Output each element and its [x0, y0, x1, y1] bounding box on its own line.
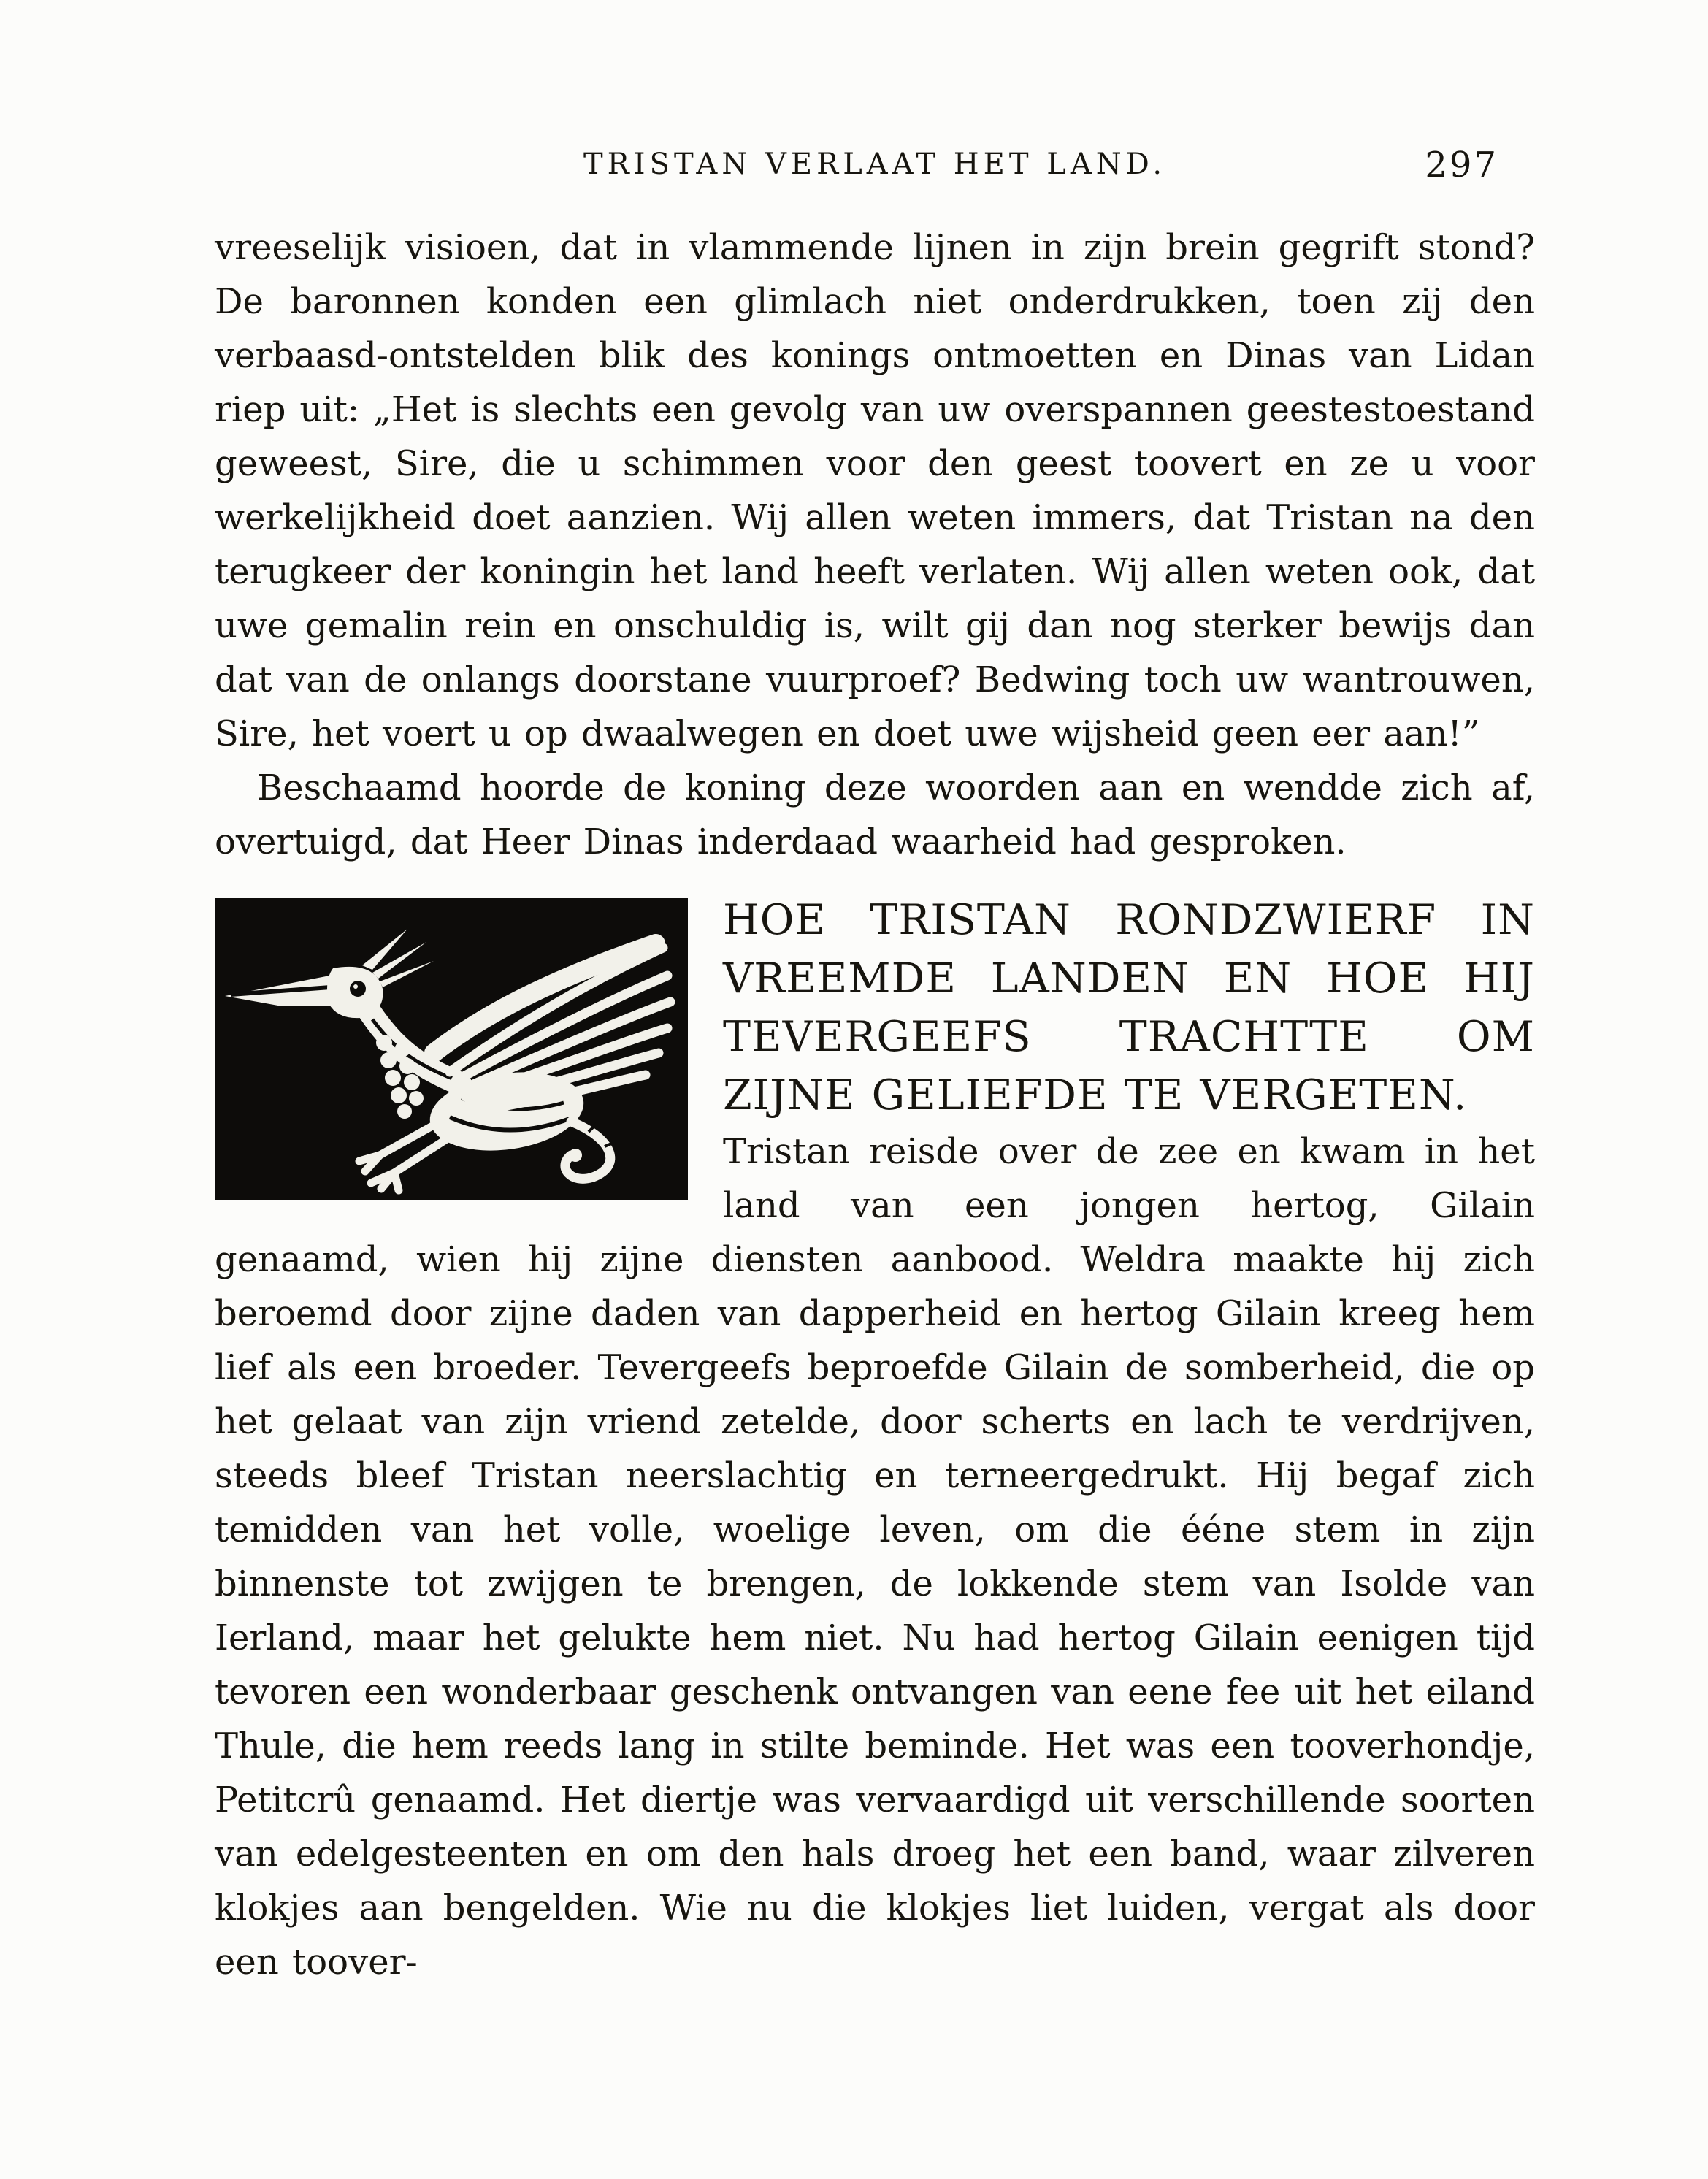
page-number: 297	[1425, 145, 1498, 185]
paragraph-continuation: vreeselijk visioen, dat in vlammende lijnen in zijn brein gegrift stond? De baronnen konden een glimlach niet onderdrukken, toen zij den verbaasd-ontstelden blik des konings ontmoetten en Dinas van Lidan riep uit: „Het is slechts een gevolg van uw overspannen geestestoestand geweest, Sire, die u schimmen voor den geest toovert en ze u voor werkelijkheid doet aanzien. Wij allen weten immers, dat Tristan na den terugkeer der koningin het land heeft verlaten. Wij allen weten ook, dat uwe gemalin rein en onschuldig is, wilt gij dan nog sterker bewijs dan dat van de onlangs doorstane vuurproef? Bedwing toch uw wantrouwen, Sire, het voert u op dwaalwegen en doet uwe wijsheid geen eer aan!”	[215, 227, 1535, 754]
bird-woodcut-graphic	[215, 898, 688, 1200]
chapter-heading: HOE TRISTAN RONDZWIERF IN VREEMDE LANDEN EN HOE HIJ TEVERGEEFS TRACHTTE OM ZIJNE GELIEFDE TE VERGETEN.	[723, 896, 1535, 1119]
bird-eye	[350, 981, 366, 997]
page-header	[215, 145, 1535, 188]
page-content	[215, 145, 1535, 1989]
tail-ball	[569, 1149, 582, 1162]
chapter-section	[215, 891, 1535, 1989]
woodcut-bird-illustration	[215, 898, 688, 1200]
running-title: TRISTAN VERLAAT HET LAND.	[583, 148, 1167, 181]
bird-eye-highlight	[353, 984, 358, 989]
chapter-body-text: Tristan reisde over de zee en kwam in het land van een jongen hertog, Gilain genaamd, wien hij zijne diensten aanbood. Weldra maakte hij zich beroemd door zijne daden van dapperheid en hertog Gilain kreeg hem lief als een broeder. Tevergeefs beproefde Gilain de somberheid, die op het gelaat van zijn vriend zetelde, door scherts en lach te verdrijven, steeds bleef Tristan neerslachtig en terneergedrukt. Hij begaf zich temidden van het volle, woelige leven, om die ééne stem in zijn binnenste tot zwijgen te brengen, de lokkende stem van Isolde van Ierland, maar het gelukte hem niet. Nu had hertog Gilain eenigen tijd tevoren een wonderbaar geschenk ontvangen van eene fee uit het eiland Thule, die hem reeds lang in stilte beminde. Het was een tooverhondje, Petitcrû genaamd. Het diertje was vervaardigd uit verschillende soorten van edelgesteenten en om den hals droeg het een band, waar zilveren klokjes aan bengelden. Wie nu die klokjes liet luiden, vergat als door een toover-	[215, 1131, 1535, 1983]
paragraph: Beschaamd hoorde de koning deze woorden aan en wendde zich af, overtuigd, dat Heer Dinas inderdaad waarheid had gesproken.	[215, 767, 1535, 862]
